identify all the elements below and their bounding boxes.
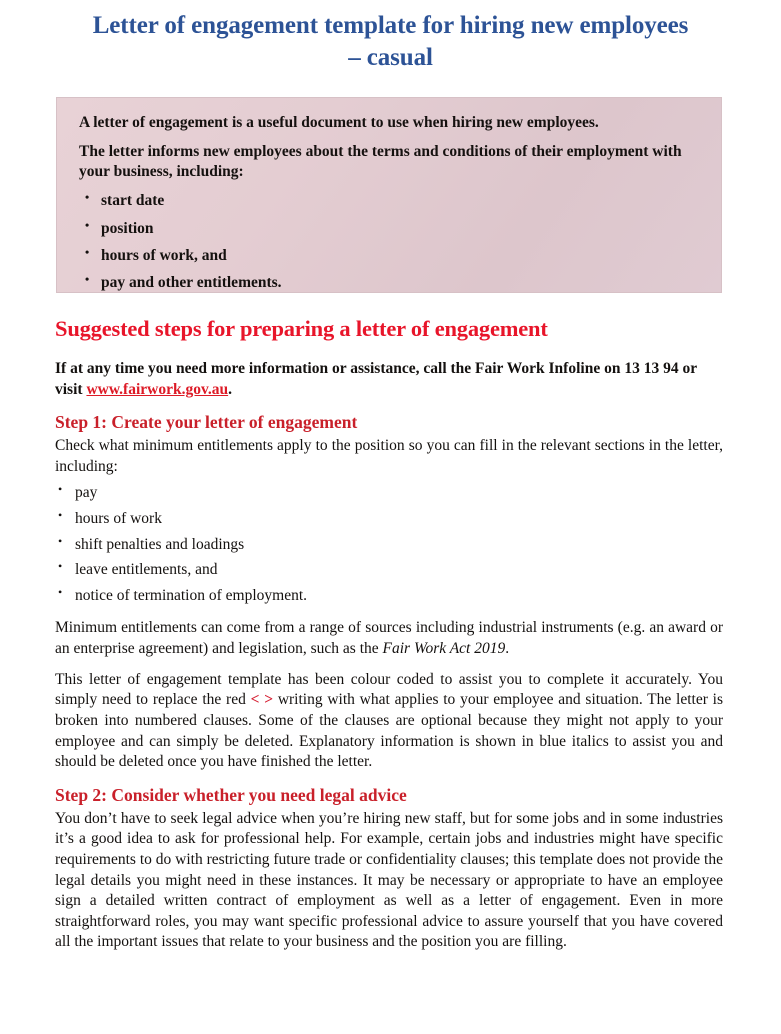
minimum-entitlements-text: Minimum entitlements can come from a range of sources including industrial instruments (e.g. an award or an enterprise agreement) and legislation, such as the — [55, 619, 723, 658]
list-item: • position — [79, 219, 701, 239]
red-angle-bracket-code: < > — [250, 691, 274, 709]
document-page — [0, 10, 781, 1034]
document-body — [55, 315, 723, 963]
step-2-heading: Step 2: Consider whether you need legal advice — [55, 784, 407, 805]
intro-paragraph-1: A letter of engagement is a useful document to use when hiring new employees. — [79, 114, 599, 131]
list-item: • pay — [55, 483, 723, 504]
colour-coding-text-2: writing with what applies to your employee and situation. The letter is broken into numbered clauses. Some of the clauses are optional because they might not apply to your employee and can simply be deleted. Explanatory information is shown in blue italics to assist you and should be deleted once you have finished the letter. — [55, 691, 723, 771]
step-1-heading: Step 1: Create your letter of engagement — [55, 412, 358, 433]
infoline-paragraph — [55, 359, 723, 400]
fair-work-act-citation: Fair Work Act 2019 — [382, 640, 506, 658]
infoline-text: If at any time you need more information or assistance, call the Fair Work Infoline on 13 13 94 or visit — [55, 360, 697, 398]
minimum-entitlements-suffix: . — [505, 640, 510, 658]
list-item: • leave entitlements, and — [55, 560, 723, 581]
list-item: • shift penalties and loadings — [55, 535, 723, 556]
step-2-paragraph: You don’t have to seek legal advice when you’re hiring new staff, but for some jobs and in some industries it’s a good idea to ask for professional help. For example, certain jobs and industries might have specific requirements to do with restricting future trade or confidentiality clauses; this template does not provide the legal details you might need in these instances. It may be necessary or appropriate to have an employee sign a detailed written contract of employment as well as a letter of engagement. Even in more straightforward roles, you may want specific professional advice to assure yourself that you have covered all the important issues that relate to your business and the position you are filling. — [55, 809, 723, 951]
colour-coding-text-1: This letter of engagement template has been colour coded to assist you to complete it accurately. You simply need to replace the red — [55, 670, 723, 709]
list-item: • start date — [79, 191, 701, 211]
intro-paragraph-2: The letter informs new employees about the terms and conditions of their employment with your business, including: — [79, 143, 682, 181]
minimum-entitlements-paragraph — [55, 618, 723, 659]
colour-coding-paragraph — [55, 670, 723, 773]
list-item: • pay and other entitlements. — [79, 273, 701, 293]
step-1-intro-paragraph: Check what minimum entitlements apply to the position so you can fill in the relevant sections in the letter, including: — [55, 437, 723, 475]
page-title: Letter of engagement template for hiring new employees – casual — [92, 12, 689, 71]
list-item: • notice of termination of employment. — [55, 586, 723, 607]
intro-callout-box — [56, 97, 722, 293]
intro-bullet-list — [79, 191, 701, 293]
step-1-bullet-list — [55, 483, 723, 606]
fairwork-website-link[interactable]: www.fairwork.gov.au — [86, 380, 229, 398]
list-item: • hours of work, and — [79, 246, 701, 266]
infoline-suffix: . — [228, 380, 232, 398]
section-heading-suggested-steps: Suggested steps for preparing a letter of engagement — [55, 316, 548, 341]
list-item: • hours of work — [55, 509, 723, 530]
